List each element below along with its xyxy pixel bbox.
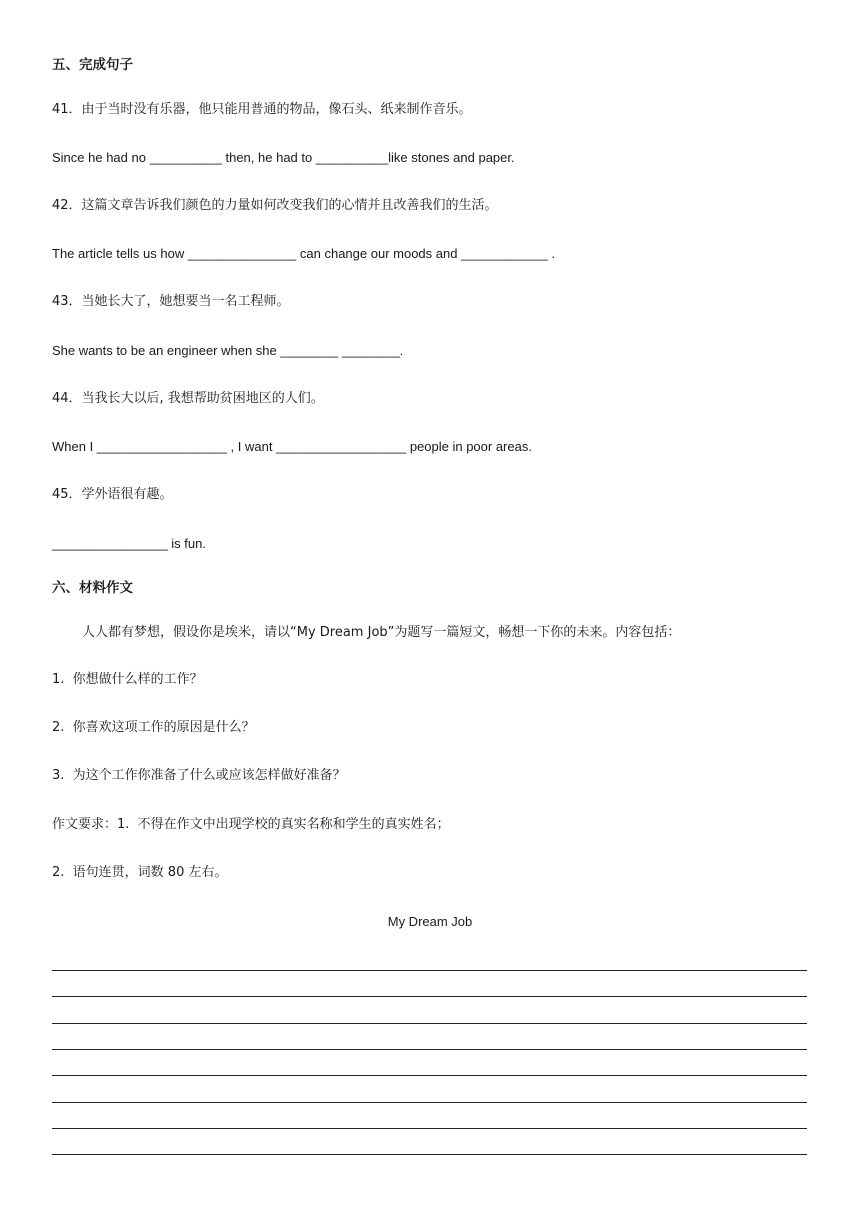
writing-line [52,970,807,971]
question-44-prompt: 44．当我长大以后, 我想帮助贫困地区的人们。 [52,391,324,406]
question-41-sentence: Since he had no __________ then, he had to __________like stones and paper. [52,150,515,165]
question-41-prompt: 41．由于当时没有乐器，他只能用普通的物品，像石头、纸来制作音乐。 [52,102,472,117]
writing-line [52,1049,807,1050]
essay-point-2: 2. 你喜欢这项工作的原因是什么？ [52,720,255,735]
question-42-prompt: 42．这篇文章告诉我们颜色的力量如何改变我们的心情并且改善我们的生活。 [52,198,498,213]
question-43-prompt: 43．当她长大了，她想要当一名工程师。 [52,294,290,309]
writing-line [52,1075,807,1076]
writing-line [52,1154,807,1155]
question-43-sentence: She wants to be an engineer when she ________ ________. [52,343,404,358]
essay-requirement-1: 作文要求：1. 不得在作文中出现学校的真实名称和学生的真实姓名； [52,817,450,832]
essay-intro: 人人都有梦想，假设你是埃米，请以“My Dream Job”为题写一篇短文，畅想一下你的未来。内容包括： [82,625,681,640]
question-45-sentence: ________________ is fun. [52,536,206,551]
writing-line [52,996,807,997]
section6-heading: 六、材料作文 [52,580,133,596]
question-45-prompt: 45．学外语很有趣。 [52,487,173,502]
essay-point-1: 1. 你想做什么样的工作？ [52,672,203,687]
section5-heading: 五、完成句子 [52,57,133,73]
essay-point-3: 3. 为这个工作你准备了什么或应该怎样做好准备？ [52,768,346,783]
question-44-sentence: When I __________________ , I want __________________ people in poor areas. [52,439,532,454]
writing-line [52,1102,807,1103]
writing-line [52,1023,807,1024]
essay-title: My Dream Job [387,914,473,929]
essay-requirement-2: 2. 语句连贯，词数 80 左右。 [52,865,228,880]
question-42-sentence: The article tells us how _______________ can change our moods and ____________ . [52,246,556,261]
writing-line [52,1128,807,1129]
